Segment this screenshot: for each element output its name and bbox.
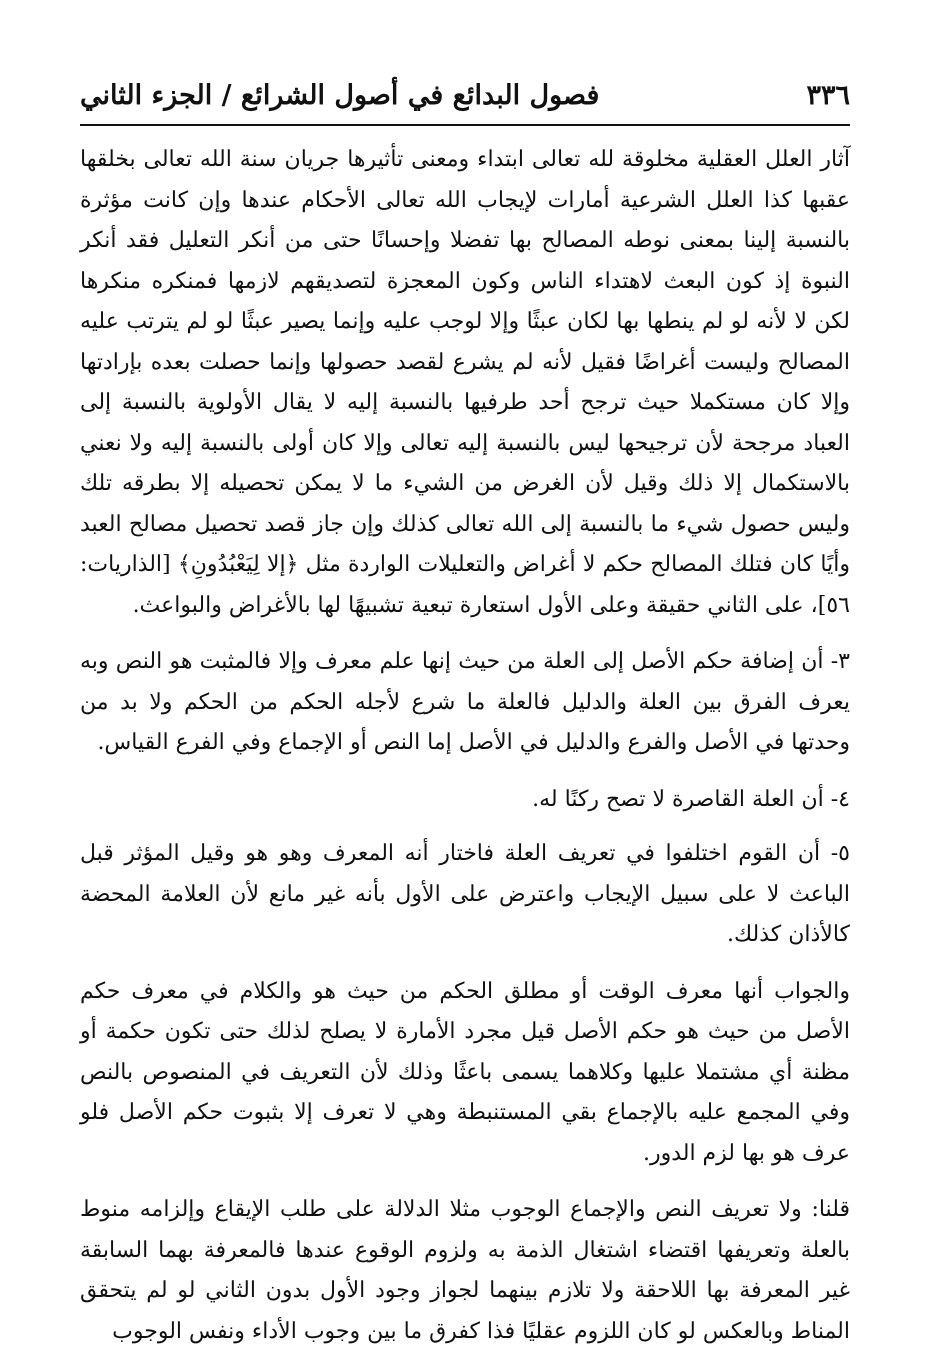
paragraph-rebuttal: قلنا: ولا تعريف النص والإجماع الوجوب مثلا الدلالة على طلب الإيقاع وإلزامه منوط بالعلة وتعريفها اقتضاء اشتغال الذمة به ولزوم الوقوع عندها فالمعرفة بهما السابقة غير المعرفة بها اللاحقة ولا تلازم بينهما لجواز وجود الأول بدون الثاني لو لم يتحقق المناط وبالعكس لو كان اللزوم عقليًا فذا كفرق ما بين وجوب الأداء ونفس الوجوب (80, 1197, 850, 1344)
paragraph-point-3: ٣- أن إضافة حكم الأصل إلى العلة من حيث إنها علم معرف وإلا فالمثبت هو النص وبه يعرف الفرق بين العلة والدليل فالعلة ما شرع لأجله الحكم من الحكم ولا بد من وحدتها في الأصل والفرع والدليل في الأصل إما النص أو الإجماع وفي الفرع القياس. (80, 649, 850, 755)
paragraph-answer: والجواب أنها معرف الوقت أو مطلق الحكم من حيث هو والكلام في معرف حكم الأصل من حيث هو حكم الأصل قيل مجرد الأمارة لا يصلح لذلك حتى تكون حكمة أو مظنة أي مشتملا عليها وكلاهما يسمى باعثًا وذلك لأن التعريف في المنصوص بالنص وفي المجمع عليه بالإجماع بقي المستنبطة وهي لا تعرف إلا بثبوت حكم الأصل فلو عرف هو بها لزم الدور. (80, 978, 850, 1166)
paragraph-point-4: ٤- أن العلة القاصرة لا تصح ركنًا له. (532, 786, 850, 812)
running-title: فصول البدائع في أصول الشرائع / الجزء الثاني (80, 79, 600, 111)
page-body (80, 140, 850, 1368)
paragraph-point-5: ٥- أن القوم اختلفوا في تعريف العلة فاختار أنه المعرف وهو هو وقيل المؤثر قبل الباعث لا على سبيل الإيجاب واعترض على الأول بأنه غير مانع لأن العلامة المحضة كالأذان كذلك. (80, 841, 850, 947)
page-number: ٣٣٦ (806, 79, 850, 111)
paragraph-causes: آثار العلل العقلية مخلوقة لله تعالى ابتداء ومعنى تأثيرها جريان سنة الله تعالى بخلقها عقبها كذا العلل الشرعية أمارات لإيجاب الله تعالى الأحكام عندها وإن كانت مؤثرة بالنسبة إلينا بمعنى نوطه المصالح بها تفضلا وإحسانًا حتى من أنكر التعليل فقد أنكر النبوة إذ كون البعث لاهتداء الناس وكون المعجزة لتصديقهم لازمها فمنكره منكرها لكن لا لأنه لو لم ينطها بها لكان عبثًا وإلا لوجب عليه وإنما يصير عبثًا لو لم يترتب عليه المصالح وليست أغراضًا فقيل لأنه لم يشرع لقصد حصولها وإنما حصلت بعده بإرادتها وإلا كان مستكملا حيث ترجح أحد طرفيها بالنسبة إليه لا يقال الأولوية بالنسبة إلى العباد مرجحة لأن ترجيحها ليس بالنسبة إليه تعالى وإلا كان أولى بالنسبة إليه ولا نعني بالاستكمال إلا ذلك وقيل لأن الغرض من الشيء ما لا يمكن تحصيله إلا بطرقه تلك وليس حصول شيء ما بالنسبة إلى الله تعالى كذلك وإن جاز قصد تحصيل مصالح العبد وأيًا كان فتلك المصالح حكم لا أغراض والتعليلات الواردة مثل ﴿إلا لِيَعْبُدُونِ﴾ [الذاريات: ٥٦]، على الثاني حقيقة وعلى الأول استعارة تبعية تشبيهًا لها بالأغراض والبواعث. (80, 147, 850, 618)
header-divider (80, 124, 850, 126)
page-header (80, 72, 850, 118)
